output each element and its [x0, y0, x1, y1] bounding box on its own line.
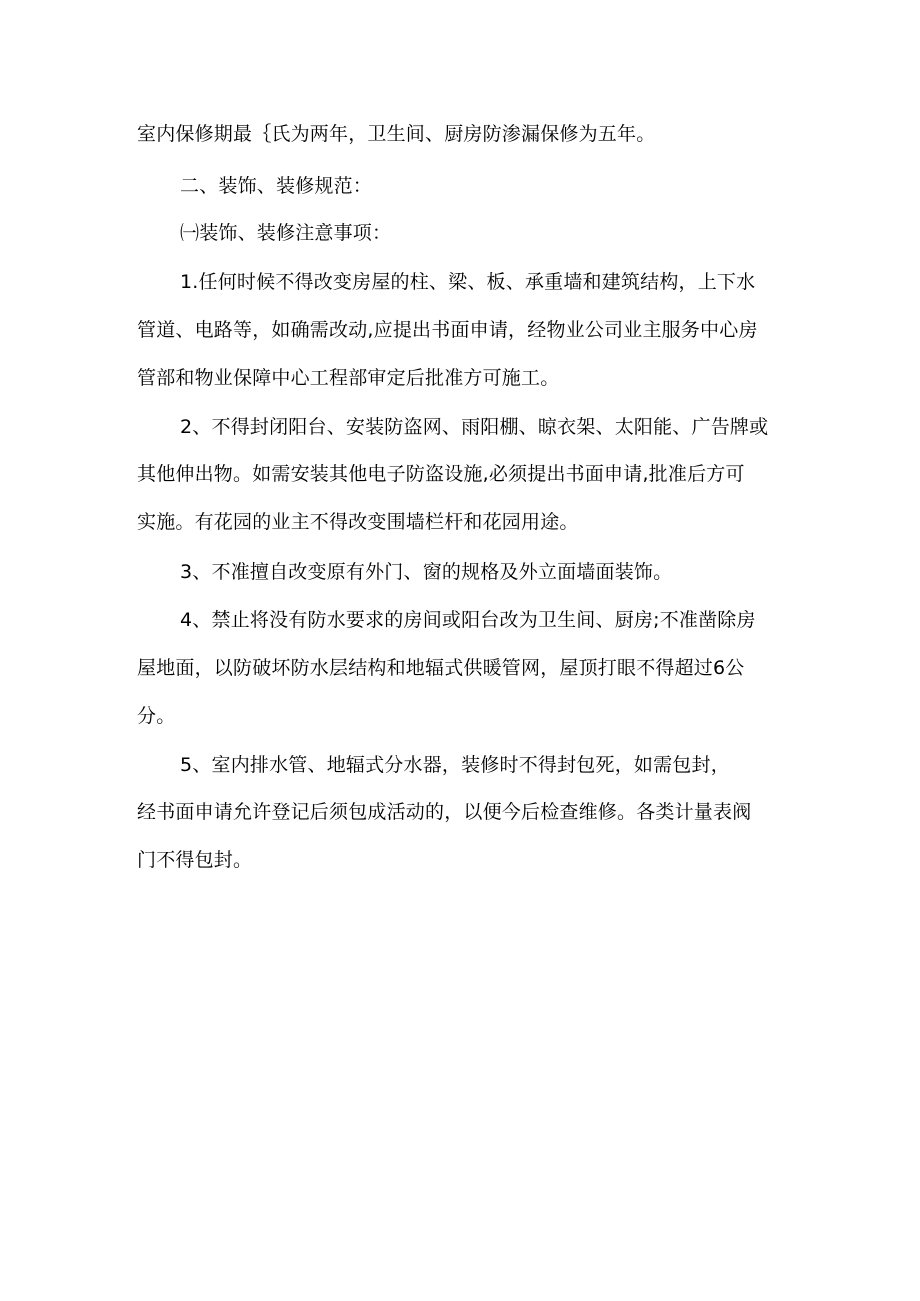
item-5-line-3: 门不得包封。 [137, 849, 253, 871]
item-5-line-2: 经书面申请允许登记后须包成活动的，以便今后检查维修。各类计量表阀 [137, 801, 752, 823]
item-4-line-1: 4、禁止将没有防水要求的房间或阳台改为卫生间、厨房;不准凿除房 [180, 609, 756, 631]
item-2-line-3: 实施。有花园的业主不得改变围墙栏杆和花园用途。 [137, 511, 579, 533]
item-2-line-1: 2、不得封闭阳台、安装防盗网、雨阳棚、晾衣架、太阳能、广告牌或 [180, 416, 769, 438]
item-1-line-3: 管部和物业保障中心工程部审定后批准方可施工。 [137, 367, 560, 389]
item-4-line-3: 分。 [137, 705, 176, 727]
subsection-heading: ㈠装饰、装修注意事项： [180, 222, 392, 244]
section-heading: 二、装饰、装修规范： [180, 175, 373, 197]
item-1-line-1: 1.任何时候不得改变房屋的柱、梁、板、承重墙和建筑结构，上下水 [180, 271, 756, 293]
item-4-line-2: 屋地面，以防破坏防水层结构和地辐式供暖管网，屋顶打眼不得超过6公 [137, 657, 745, 679]
item-2-line-2: 其他伸出物。如需安装其他电子防盗设施,必须提出书面申请,批准后方可 [137, 463, 745, 485]
item-1-line-2: 管道、电路等，如确需改动,应提出书面申请，经物业公司业主服务中心房 [137, 319, 758, 341]
item-5-line-1: 5、室内排水管、地辐式分水器，装修时不得封包死，如需包封， [180, 754, 730, 776]
item-3-line-1: 3、不准擅自改变原有外门、窗的规格及外立面墙面装饰。 [180, 561, 673, 583]
text-line-warranty: 室内保修期最｛氏为两年，卫生间、厨房防渗漏保修为五年。 [137, 123, 656, 145]
